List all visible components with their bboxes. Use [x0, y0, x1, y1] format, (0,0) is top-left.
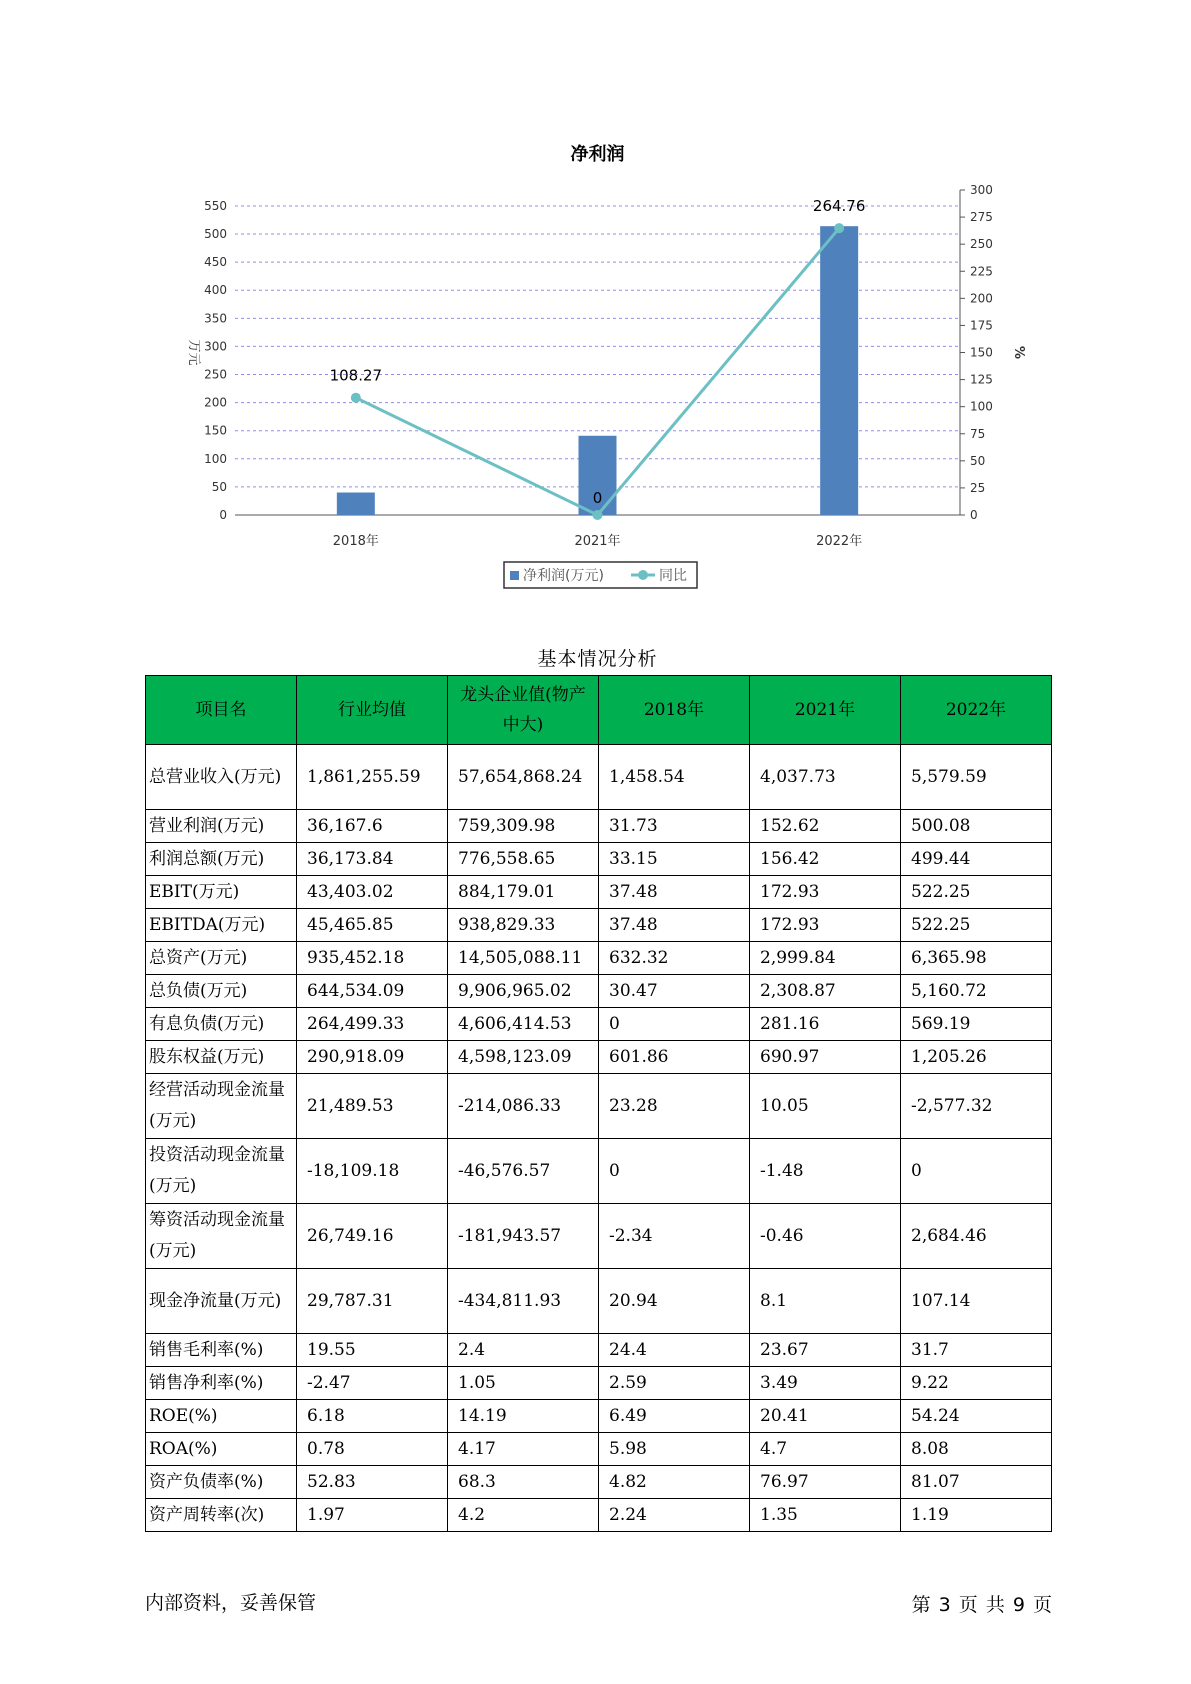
row-label: EBIT(万元) [146, 876, 297, 909]
table-cell: 632.32 [599, 942, 750, 975]
table-cell: 2.24 [599, 1499, 750, 1532]
row-label: 有息负债(万元) [146, 1008, 297, 1041]
basic-analysis-table [145, 675, 1052, 1532]
data-point [834, 223, 844, 233]
table-cell: 43,403.02 [297, 876, 448, 909]
table-cell: 29,787.31 [297, 1269, 448, 1334]
legend-label: 净利润(万元) [523, 568, 604, 584]
table-cell: 31.73 [599, 810, 750, 843]
net-profit-chart [0, 0, 1191, 600]
footer-confidential-note: 内部资料，妥善保管 [145, 1592, 317, 1614]
y2-tick-label: 25 [970, 480, 986, 495]
row-label: 利润总额(万元) [146, 843, 297, 876]
y2-tick-label: 200 [970, 291, 993, 306]
y-tick-label: 400 [204, 283, 227, 298]
table-cell: 21,489.53 [297, 1074, 448, 1139]
table-row [146, 1499, 1052, 1532]
table-cell: 30.47 [599, 975, 750, 1008]
table-row [146, 1433, 1052, 1466]
legend-swatch-point [638, 570, 648, 580]
table-row [146, 810, 1052, 843]
table-cell: 1.35 [750, 1499, 901, 1532]
row-label: 总负债(万元) [146, 975, 297, 1008]
table-cell: 884,179.01 [448, 876, 599, 909]
row-label: 股东权益(万元) [146, 1041, 297, 1074]
table-cell: 52.83 [297, 1466, 448, 1499]
table-cell: -434,811.93 [448, 1269, 599, 1334]
bar [820, 226, 858, 515]
table-cell: 1,205.26 [901, 1041, 1052, 1074]
row-label: EBITDA(万元) [146, 909, 297, 942]
y-tick-label: 150 [204, 423, 227, 438]
table-cell: 8.08 [901, 1433, 1052, 1466]
x-tick-label: 2022年 [816, 534, 863, 549]
table-cell: 37.48 [599, 876, 750, 909]
table-row [146, 1008, 1052, 1041]
x-tick-label: 2018年 [332, 534, 379, 549]
table-cell: 290,918.09 [297, 1041, 448, 1074]
table-cell: 31.7 [901, 1334, 1052, 1367]
row-label: 销售毛利率(%) [146, 1334, 297, 1367]
table-cell: 522.25 [901, 909, 1052, 942]
table-row [146, 876, 1052, 909]
row-label: 营业利润(万元) [146, 810, 297, 843]
table-cell: 3.49 [750, 1367, 901, 1400]
y-tick-label: 50 [211, 479, 227, 494]
table-cell: 20.41 [750, 1400, 901, 1433]
table-row [146, 909, 1052, 942]
table-cell: 0.78 [297, 1433, 448, 1466]
data-point [351, 393, 361, 403]
row-label: 资产周转率(次) [146, 1499, 297, 1532]
table-cell: 107.14 [901, 1269, 1052, 1334]
table-cell: 6.49 [599, 1400, 750, 1433]
table-cell: 522.25 [901, 876, 1052, 909]
table-cell: 2.59 [599, 1367, 750, 1400]
table-cell: 37.48 [599, 909, 750, 942]
table-cell: 81.07 [901, 1466, 1052, 1499]
table-cell: -2.34 [599, 1204, 750, 1269]
table-cell: 24.4 [599, 1334, 750, 1367]
table-row [146, 1269, 1052, 1334]
table-cell: 4.2 [448, 1499, 599, 1532]
table-cell: 5.98 [599, 1433, 750, 1466]
column-header: 项目名 [146, 676, 297, 745]
table-cell: -2.47 [297, 1367, 448, 1400]
table-cell: 156.42 [750, 843, 901, 876]
y2-tick-label: 250 [970, 237, 993, 252]
table-cell: 935,452.18 [297, 942, 448, 975]
table-cell: -18,109.18 [297, 1139, 448, 1204]
y2-tick-label: 0 [970, 508, 978, 522]
row-label: ROE(%) [146, 1400, 297, 1433]
table-cell: 938,829.33 [448, 909, 599, 942]
y-tick-label: 500 [204, 227, 227, 242]
table-cell: 26,749.16 [297, 1204, 448, 1269]
table-cell: 172.93 [750, 876, 901, 909]
table-cell: 1,458.54 [599, 745, 750, 810]
table-row [146, 1466, 1052, 1499]
table-cell: 4.82 [599, 1466, 750, 1499]
data-label: 108.27 [329, 366, 383, 385]
column-header: 2018年 [599, 676, 750, 745]
table-cell: 1.97 [297, 1499, 448, 1532]
table-cell: 8.1 [750, 1269, 901, 1334]
table-cell: 23.28 [599, 1074, 750, 1139]
table-cell: 76.97 [750, 1466, 901, 1499]
table-cell: 9.22 [901, 1367, 1052, 1400]
column-header: 龙头企业值(物产中大) [448, 676, 599, 745]
table-row [146, 1139, 1052, 1204]
table-cell: 4.7 [750, 1433, 901, 1466]
row-label: 经营活动现金流量(万元) [146, 1074, 297, 1139]
table-cell: 0 [599, 1008, 750, 1041]
table-cell: -214,086.33 [448, 1074, 599, 1139]
y2-tick-label: 75 [970, 426, 986, 441]
table-row [146, 1367, 1052, 1400]
table-cell: 9,906,965.02 [448, 975, 599, 1008]
table-cell: 2.4 [448, 1334, 599, 1367]
table-cell: 54.24 [901, 1400, 1052, 1433]
table-cell: 690.97 [750, 1041, 901, 1074]
table-cell: -0.46 [750, 1204, 901, 1269]
table-row [146, 1334, 1052, 1367]
row-label: ROA(%) [146, 1433, 297, 1466]
table-cell: 152.62 [750, 810, 901, 843]
table-cell: 2,308.87 [750, 975, 901, 1008]
data-label: 0 [592, 489, 603, 507]
table-cell: 4.17 [448, 1433, 599, 1466]
bar [337, 493, 375, 515]
table-cell: 644,534.09 [297, 975, 448, 1008]
table-cell: 569.19 [901, 1008, 1052, 1041]
table-cell: -2,577.32 [901, 1074, 1052, 1139]
table-row [146, 942, 1052, 975]
chart-canvas [0, 0, 1191, 600]
row-label: 总营业收入(万元) [146, 745, 297, 810]
table-cell: 14.19 [448, 1400, 599, 1433]
table-cell: 2,999.84 [750, 942, 901, 975]
table-cell: -1.48 [750, 1139, 901, 1204]
table-row [146, 1041, 1052, 1074]
y2-tick-label: 300 [970, 183, 993, 197]
table-cell: 4,598,123.09 [448, 1041, 599, 1074]
table-cell: 6,365.98 [901, 942, 1052, 975]
table-cell: 5,579.59 [901, 745, 1052, 810]
table-body [146, 745, 1052, 1532]
table-cell: 1.05 [448, 1367, 599, 1400]
table-cell: 500.08 [901, 810, 1052, 843]
row-label: 投资活动现金流量(万元) [146, 1139, 297, 1204]
table-cell: 5,160.72 [901, 975, 1052, 1008]
table-cell: 601.86 [599, 1041, 750, 1074]
table-header-row [146, 676, 1052, 745]
table-cell: 57,654,868.24 [448, 745, 599, 810]
table-cell: -181,943.57 [448, 1204, 599, 1269]
table-row [146, 1400, 1052, 1433]
row-label: 总资产(万元) [146, 942, 297, 975]
column-header: 2021年 [750, 676, 901, 745]
table-cell: 4,606,414.53 [448, 1008, 599, 1041]
table-cell: 10.05 [750, 1074, 901, 1139]
y2-tick-label: 100 [970, 399, 993, 414]
table-row [146, 1074, 1052, 1139]
y-tick-label: 450 [204, 255, 227, 270]
table-cell: 20.94 [599, 1269, 750, 1334]
column-header: 2022年 [901, 676, 1052, 745]
y-tick-label: 0 [219, 508, 227, 522]
y2-tick-label: 50 [970, 453, 986, 468]
table-cell: 36,173.84 [297, 843, 448, 876]
table-cell: 0 [599, 1139, 750, 1204]
y2-tick-label: 225 [970, 264, 993, 279]
legend-swatch-bar [510, 571, 519, 580]
y-tick-label: 100 [204, 451, 227, 466]
table-cell: 281.16 [750, 1008, 901, 1041]
table-cell: 776,558.65 [448, 843, 599, 876]
table-cell: 45,465.85 [297, 909, 448, 942]
y-tick-label: 350 [204, 311, 227, 326]
y2-axis-label: % [1011, 345, 1026, 360]
table-cell: 759,309.98 [448, 810, 599, 843]
y-axis-label: 万元 [186, 339, 201, 366]
table-row [146, 843, 1052, 876]
y2-tick-label: 275 [970, 210, 993, 225]
y-tick-label: 200 [204, 395, 227, 410]
table-cell: 14,505,088.11 [448, 942, 599, 975]
table-row [146, 745, 1052, 810]
table-cell: -46,576.57 [448, 1139, 599, 1204]
y-tick-label: 300 [204, 339, 227, 354]
y2-tick-label: 125 [970, 372, 993, 387]
chart-title: 净利润 [570, 144, 625, 165]
table-cell: 36,167.6 [297, 810, 448, 843]
y-tick-label: 250 [204, 367, 227, 382]
table-cell: 68.3 [448, 1466, 599, 1499]
table-cell: 33.15 [599, 843, 750, 876]
y2-tick-label: 150 [970, 345, 993, 360]
row-label: 资产负债率(%) [146, 1466, 297, 1499]
y-tick-label: 550 [204, 198, 227, 213]
table-cell: 4,037.73 [750, 745, 901, 810]
y2-tick-label: 175 [970, 318, 993, 333]
table-cell: 23.67 [750, 1334, 901, 1367]
table-row [146, 975, 1052, 1008]
table-cell: 1,861,255.59 [297, 745, 448, 810]
table-cell: 1.19 [901, 1499, 1052, 1532]
data-label: 264.76 [812, 197, 866, 216]
data-point [593, 510, 603, 520]
table-cell: 6.18 [297, 1400, 448, 1433]
row-label: 筹资活动现金流量(万元) [146, 1204, 297, 1269]
footer-page-number: 第 3 页 共 9 页 [911, 1594, 1052, 1616]
row-label: 现金净流量(万元) [146, 1269, 297, 1334]
x-tick-label: 2021年 [574, 534, 621, 549]
table-row [146, 1204, 1052, 1269]
table-cell: 499.44 [901, 843, 1052, 876]
table-cell: 19.55 [297, 1334, 448, 1367]
row-label: 销售净利率(%) [146, 1367, 297, 1400]
table-cell: 2,684.46 [901, 1204, 1052, 1269]
table-caption: 基本情况分析 [537, 648, 658, 670]
table-cell: 172.93 [750, 909, 901, 942]
table-cell: 0 [901, 1139, 1052, 1204]
column-header: 行业均值 [297, 676, 448, 745]
table-cell: 264,499.33 [297, 1008, 448, 1041]
legend-label: 同比 [659, 568, 687, 584]
